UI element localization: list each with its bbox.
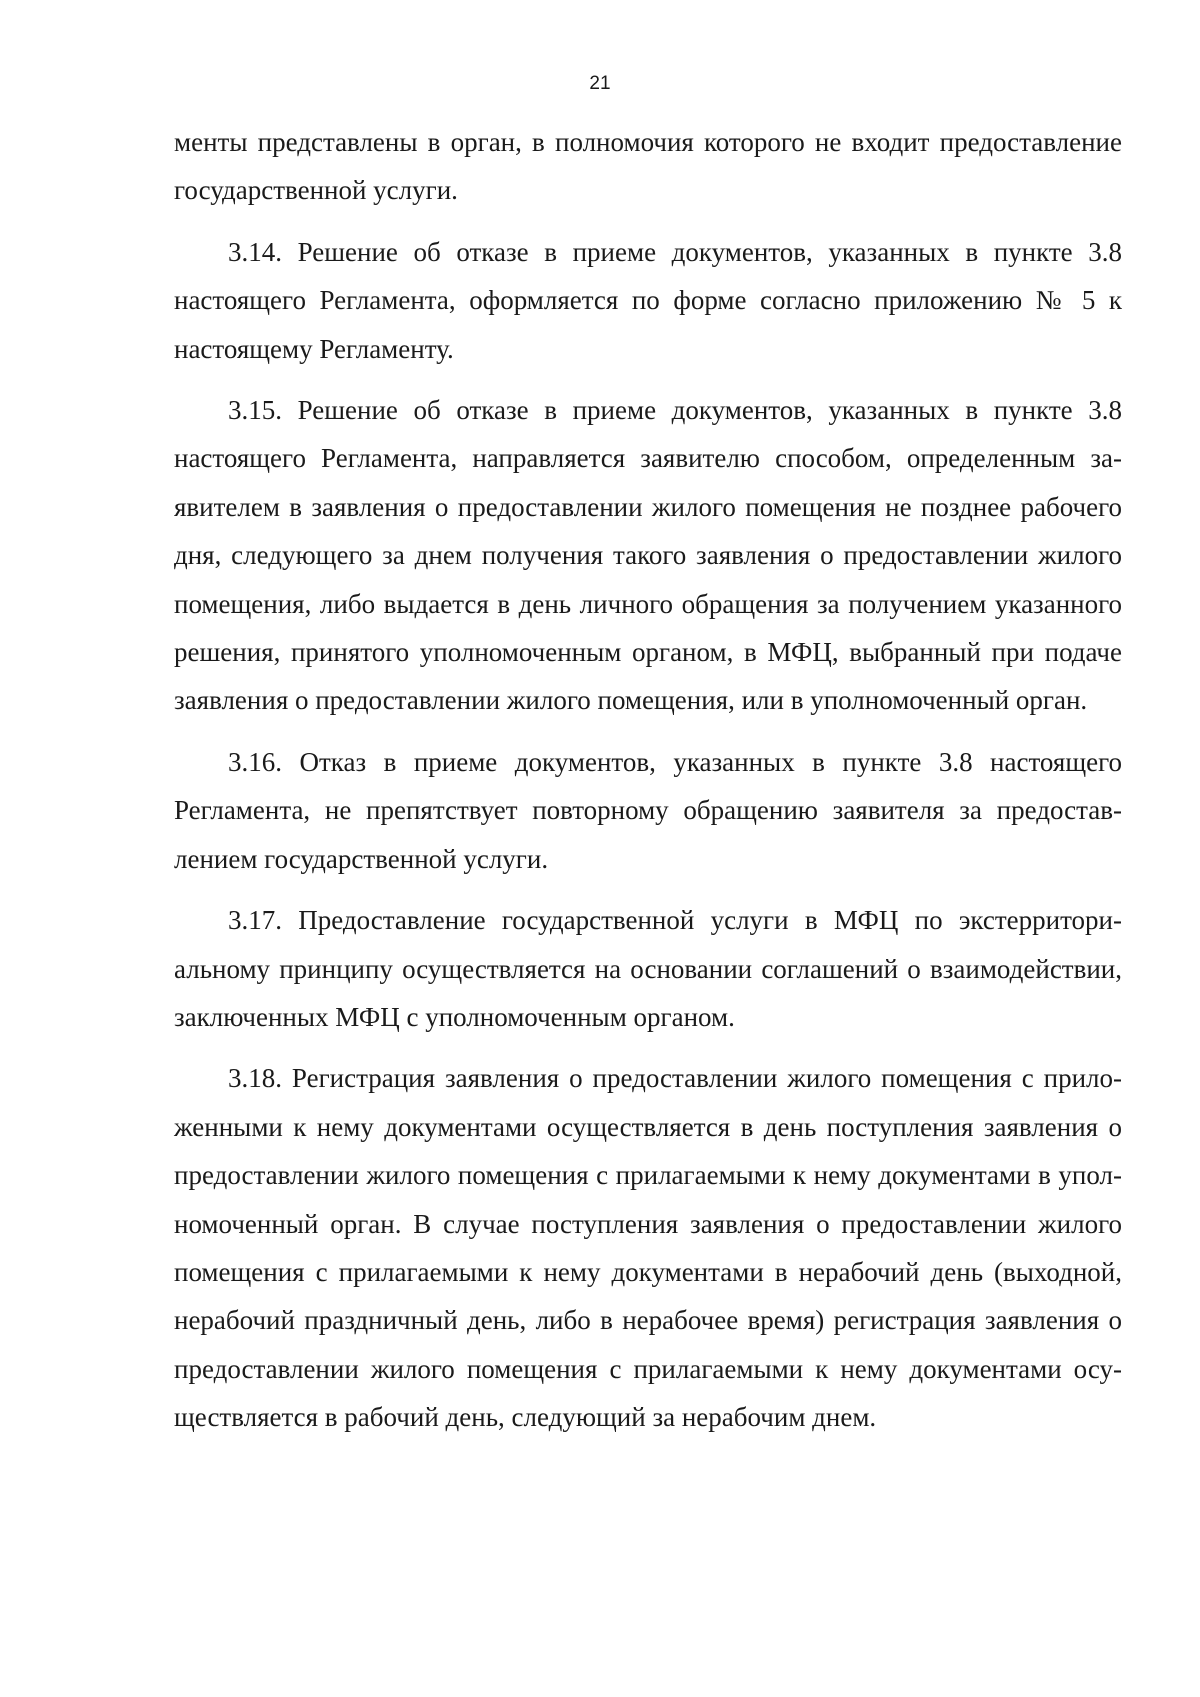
paragraph-3-18: 3.18. Регистрация заявления о предоставлении жилого помещения с приложенными к нему документами осуществляется в день поступления заявления о предоставлении жилого помещения с прилагаемыми к нему документами в уполномоченный орган. В случае поступления заявления о предоставлении жилого помещения с прилагаемыми к нему документами в нерабочий день (выходной, нерабочий праздничный день, либо в нерабочее время) регистрация заявления о предоставлении жилого помещения с прилагаемыми к нему документами осуществляется в рабочий день, следующий за нерабочим днем.	[174, 1063, 1122, 1433]
paragraph-continuation: менты представлены в орган, в полномочия которого не входит предоставление государственной услуги.	[174, 127, 1122, 206]
paragraph-3-15: 3.15. Решение об отказе в приеме документов, указанных в пункте 3.8 настоящего Регламента, направляется заявителю способом, определенным заявителем в заявления о предоставлении жилого помещения не позднее рабочего дня, следующего за днем получения такого заявления о предоставлении жилого помещения, либо выдается в день личного обращения за получением указанного решения, принятого уполномоченным органом, в МФЦ, выбранный при подаче заявления о предоставлении жилого помещения, или в уполномоченный орган.	[174, 395, 1122, 716]
paragraph-3-16: 3.16. Отказ в приеме документов, указанных в пункте 3.8 настоящего Регламента, не препятствует повторному обращению заявителя за предоставлением государственной услуги.	[174, 746, 1122, 874]
paragraph-3-17: 3.17. Предоставление государственной услуги в МФЦ по экстерриториальному принципу осуществляется на основании соглашений о взаимодействии, заключенных МФЦ с уполномоченным органом.	[174, 905, 1122, 1032]
paragraph-3-14: 3.14. Решение об отказе в приеме документов, указанных в пункте 3.8 настоящего Регламента, оформляется по форме согласно приложению № 5 к настоящему Регламенту.	[174, 236, 1122, 364]
document-body	[174, 118, 1122, 1455]
page-number: 21	[589, 73, 611, 94]
